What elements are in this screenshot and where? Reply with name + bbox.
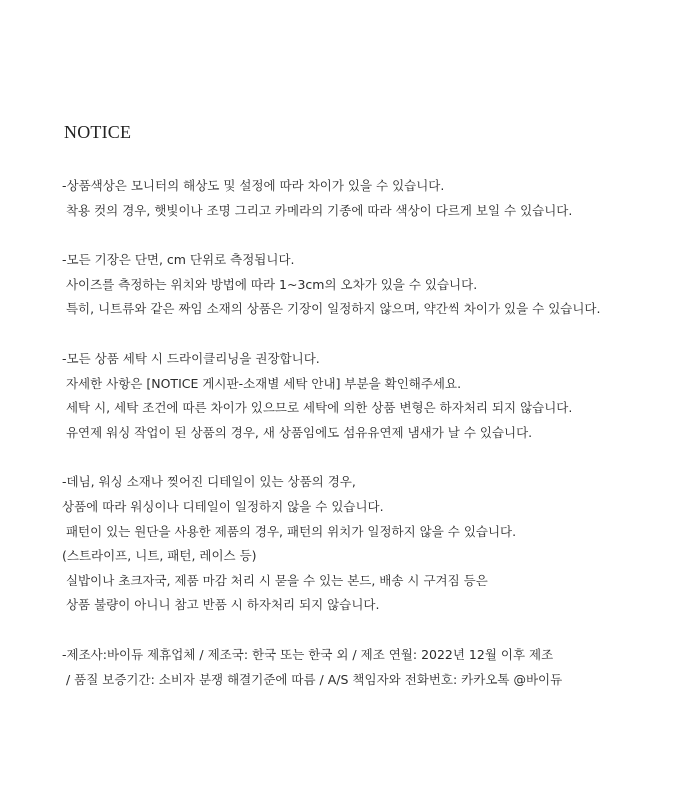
notice-line: 유연제 워싱 작업이 된 상품의 경우, 새 상품임에도 섬유유연제 냄새가 날 수 있습니다.	[62, 424, 533, 440]
size-notice-section	[62, 248, 692, 322]
notice-line: -데님, 워싱 소재나 찢어진 디테일이 있는 상품의 경우,	[62, 474, 356, 490]
notice-line: 자세한 사항은 [NOTICE 게시판-소재별 세탁 안내] 부분을 확인해주세요.	[62, 375, 462, 391]
notice-line: 사이즈를 측정하는 위치와 방법에 따라 1~3cm의 오차가 있을 수 있습니다.	[62, 276, 478, 292]
color-notice-section	[62, 174, 692, 223]
notice-line: 상품에 따라 워싱이나 디테일이 일정하지 않을 수 있습니다.	[62, 498, 384, 514]
notice-line: 착용 컷의 경우, 햇빛이나 조명 그리고 카메라의 기종에 따라 색상이 다르게 보일 수 있습니다.	[62, 202, 573, 218]
detail-notice-section	[62, 470, 692, 618]
notice-line: (스트라이프, 니트, 패턴, 레이스 등)	[62, 548, 257, 564]
notice-line: -제조사:바이듀 제휴업체 / 제조국: 한국 또는 한국 외 / 제조 연월: 2022년 12월 이후 제조	[62, 646, 554, 662]
notice-line: 특히, 니트류와 같은 짜임 소재의 상품은 기장이 일정하지 않으며, 약간씩 차이가 있을 수 있습니다.	[62, 301, 601, 317]
washing-notice-section	[62, 347, 692, 445]
notice-body	[62, 174, 692, 717]
notice-line: -상품색상은 모니터의 해상도 및 설정에 따라 차이가 있을 수 있습니다.	[62, 178, 445, 193]
notice-line: 세탁 시, 세탁 조건에 따른 차이가 있으므로 세탁에 의한 상품 변형은 하자처리 되지 않습니다.	[62, 400, 573, 416]
notice-line: -모든 기장은 단면, cm 단위로 측정됩니다.	[62, 252, 295, 268]
notice-line: 패턴이 있는 원단을 사용한 제품의 경우, 패턴의 위치가 일정하지 않을 수 있습니다.	[62, 523, 517, 539]
notice-title: NOTICE	[64, 122, 132, 142]
notice-line: 실밥이나 초크자국, 제품 마감 처리 시 묻을 수 있는 본드, 배송 시 구겨짐 등은	[62, 572, 488, 588]
manufacturer-info-section	[62, 643, 692, 692]
notice-line: -모든 상품 세탁 시 드라이클리닝을 권장합니다.	[62, 350, 320, 366]
notice-line: / 품질 보증기간: 소비자 분쟁 해결기준에 따름 / A/S 책임자와 전화번호: 카카오톡 @바이듀	[62, 671, 563, 687]
notice-line: 상품 불량이 아니니 참고 반품 시 하자처리 되지 않습니다.	[62, 597, 380, 613]
